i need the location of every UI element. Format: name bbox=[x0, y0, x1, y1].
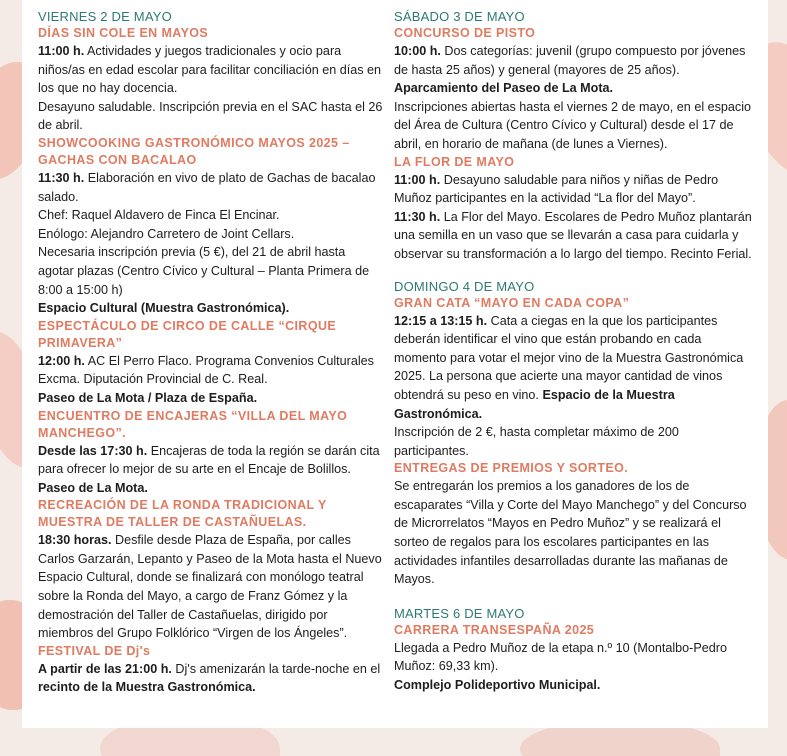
event-text bbox=[394, 171, 756, 208]
event-place bbox=[38, 389, 383, 408]
event-text bbox=[38, 442, 383, 498]
event-title: RECREACIÓN DE LA RONDA TRADICIONAL Y MUESTRA DE TALLER DE CASTAÑUELAS. bbox=[38, 498, 327, 530]
event-text: Se entregarán los premios a los ganadores de los de escaparates “Villa y Corte del Mayo Manchego” y del Concurso de Microrrelatos “Mayos en Pedro Muñoz” y se realizará el sorteo de regalos para los escolares participantes en las actividades infantiles desarrolladas durante las mañanas de Mayos. bbox=[394, 479, 747, 587]
event-description: Elaboración en vivo de plato de Gachas de bacalao salado. bbox=[38, 170, 376, 204]
event-time: 18:30 horas. bbox=[38, 533, 112, 548]
event-description: Actividades y juegos tradicionales y ocio para niños/as en edad escolar para facilitar conciliación en días en los que no hay docencia. bbox=[38, 44, 382, 96]
day-heading: VIERNES 2 DE MAYO bbox=[38, 9, 172, 24]
event-place-label: Paseo de La Mota. bbox=[38, 480, 148, 495]
event-text: Necesaria inscripción previa (5 €), del 21 de abril hasta agotar plazas (Centro Cívico y Cultural – Planta Primera de 8:00 a 15:00 h) bbox=[38, 245, 370, 297]
event-description: La Flor del Mayo. Escolares de Pedro Muñoz plantarán una semilla en un vaso que se llevarán a casa para cuidarla y observar su transformación a lo largo del tiempo. Recinto Ferial. bbox=[394, 209, 752, 261]
event-place bbox=[394, 676, 756, 695]
event-text: Llegada a Pedro Muñoz de la etapa n.º 10 (Montalbo-Pedro Muñoz: 69,33 km). bbox=[394, 640, 727, 674]
right-column bbox=[394, 8, 756, 695]
event-time: 11:00 h. bbox=[394, 172, 441, 187]
event-text: Desayuno saludable. Inscripción previa en el SAC hasta el 26 de abril. bbox=[38, 99, 383, 133]
event-title: LA FLOR DE MAYO bbox=[394, 154, 515, 169]
event-place-label: Espacio Cultural (Muestra Gastronómica). bbox=[38, 301, 290, 316]
event-title: CARRERA TRANSESPAÑA 2025 bbox=[394, 622, 595, 637]
event-time: Desde las 17:30 h. bbox=[38, 443, 148, 458]
event-title: ESPECTÁCULO DE CIRCO DE CALLE “CIRQUE PRIMAVERA” bbox=[38, 318, 337, 350]
event-description: Dj's amenizarán la tarde-noche en el bbox=[171, 661, 381, 676]
event-text bbox=[394, 42, 756, 98]
event-title: FESTIVAL DE Dj's bbox=[38, 643, 151, 658]
event-description: Encajeras de toda la región se darán cita para ofrecer lo mejor de su arte en el Encaje de Bolillos. bbox=[38, 443, 380, 477]
event-title: GRAN CATA “MAYO EN CADA COPA” bbox=[394, 295, 630, 310]
event-title: SHOWCOOKING GASTRONÓMICO MAYOS 2025 – GACHAS CON BACALAO bbox=[38, 135, 350, 167]
event-time: 12:00 h. bbox=[38, 353, 85, 368]
event-place-label: Espacio de la Muestra Gastronómica. bbox=[394, 387, 675, 421]
event-title: ENCUENTRO DE ENCAJERAS “VILLA DEL MAYO MANCHEGO”. bbox=[38, 408, 348, 440]
event-place-label: Complejo Polideportivo Municipal. bbox=[394, 678, 601, 693]
day-heading: DOMINGO 4 DE MAYO bbox=[394, 278, 535, 294]
event-place-label: recinto de la Muestra Gastronómica. bbox=[38, 680, 256, 695]
event-text: Chef: Raquel Aldavero de Finca El Encinar. bbox=[38, 208, 280, 223]
event-place-label: Aparcamiento del Paseo de La Mota. bbox=[394, 81, 614, 96]
event-time: 11:30 h. bbox=[38, 170, 85, 185]
event-time: 12:15 a 13:15 h. bbox=[394, 313, 488, 328]
event-time: 11:30 h. bbox=[394, 209, 441, 224]
event-text bbox=[38, 531, 383, 643]
event-description: Desayuno saludable para niños y niñas de Pedro Muñoz participantes en la actividad “La flor del Mayo”. bbox=[394, 172, 719, 206]
event-text: Inscripciones abiertas hasta el viernes 2 de mayo, en el espacio del Área de Cultura (Centro Cívico y Cultural) desde el 17 de abril, en horario de mañana (de lunes a Viernes). bbox=[394, 99, 752, 151]
event-description: Dos categorías: juvenil (grupo compuesto por jóvenes de hasta 25 años) y general (mayores de 25 años). bbox=[394, 44, 746, 77]
event-time: A partir de las 21:00 h. bbox=[38, 661, 172, 676]
event-text: Inscripción de 2 €, hasta completar máximo de 200 participantes. bbox=[394, 425, 679, 458]
event-text bbox=[394, 208, 756, 264]
event-text bbox=[38, 169, 383, 206]
event-title: DÍAS SIN COLE EN MAYOS bbox=[38, 26, 209, 40]
left-column bbox=[38, 8, 383, 697]
event-text bbox=[38, 352, 383, 389]
event-description: AC El Perro Flaco. Programa Convenios Culturales Excma. Diputación Provincial de C. Real. bbox=[38, 353, 374, 387]
event-text bbox=[38, 42, 383, 98]
day-heading: SÁBADO 3 DE MAYO bbox=[394, 9, 525, 24]
event-title: CONCURSO DE PISTO bbox=[394, 26, 536, 40]
event-text bbox=[394, 312, 756, 424]
event-description: Cata a ciegas en la que los participantes deberán identificar el vino que están probando en cada momento para votar el mejor vino de la Muestra Gastronómica 2025. La persona que acierte una mayor cantidad de vinos obtendrá su peso en vino. bbox=[394, 313, 744, 402]
event-time: 11:00 h. bbox=[38, 44, 85, 58]
event-text bbox=[38, 660, 383, 697]
event-time: 10:00 h. bbox=[394, 44, 441, 58]
day-heading: MARTES 6 DE MAYO bbox=[394, 605, 525, 621]
event-place-label: Paseo de La Mota / Plaza de España. bbox=[38, 390, 258, 405]
event-place bbox=[38, 299, 383, 318]
event-text: Enólogo: Alejandro Carretero de Joint Cellars. bbox=[38, 226, 295, 241]
event-title: ENTREGAS DE PREMIOS Y SORTEO. bbox=[394, 461, 629, 476]
event-description: Desfile desde Plaza de España, por calles Carlos Garzarán, Lepanto y Paseo de la Mota hasta el Nuevo Espacio Cultural, donde se finalizará con monólogo teatral sobre la Ronda del Mayo, a cargo de Franz Gómez y la demostración del Taller de Castañuelas, dirigido por miembros del Grupo Folklórico “Virgen de los Ángeles”. bbox=[38, 533, 382, 641]
